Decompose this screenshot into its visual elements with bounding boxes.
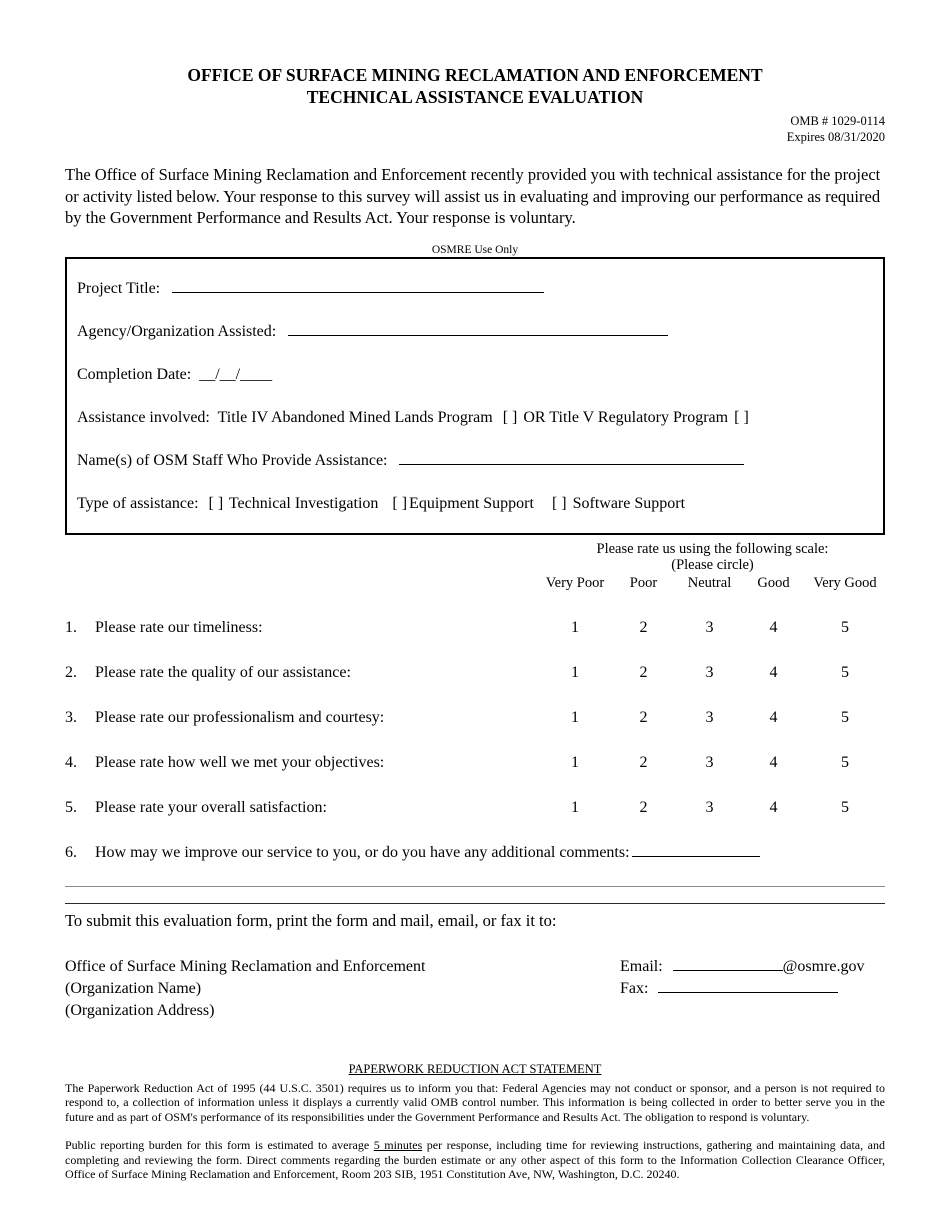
contact-email-fax	[620, 956, 885, 1022]
type-option-equipment-support: Equipment Support	[409, 494, 534, 512]
checkbox-technical-investigation[interactable]: [ ]	[208, 494, 224, 512]
form-title	[65, 64, 885, 108]
question-number: 2.	[65, 663, 77, 681]
rating-value[interactable]: 5	[841, 663, 849, 681]
completion-date-blank[interactable]: __/__/____	[199, 365, 273, 383]
form-title-line1: OFFICE OF SURFACE MINING RECLAMATION AND ENFORCEMENT	[187, 65, 763, 85]
question-label: Please rate the quality of our assistance:	[95, 663, 351, 681]
paperwork-paragraph-2	[65, 1138, 885, 1182]
rating-question-row	[65, 664, 885, 682]
osmre-use-only-label: OSMRE Use Only	[431, 243, 519, 256]
comments-line-1[interactable]	[65, 862, 885, 887]
paperwork-5-minutes: 5 minutes	[373, 1137, 423, 1152]
checkbox-software-support[interactable]: [ ]	[551, 494, 567, 512]
question-number: 1.	[65, 618, 77, 636]
completion-date-label: Completion Date:	[77, 365, 192, 383]
contact-org-name-placeholder: (Organization Name)	[65, 979, 202, 997]
agency-row	[77, 310, 873, 353]
rating-value[interactable]: 1	[571, 663, 579, 681]
omb-expires: Expires 08/31/2020	[786, 130, 885, 144]
rating-value[interactable]: 3	[705, 753, 714, 771]
staff-row	[77, 439, 873, 482]
fax-blank[interactable]	[658, 988, 838, 993]
question-number: 3.	[65, 708, 77, 726]
rating-value[interactable]: 2	[639, 798, 648, 816]
staff-blank[interactable]	[399, 460, 744, 465]
question-label: Please rate your overall satisfaction:	[95, 798, 327, 816]
email-suffix: @osmre.gov	[782, 957, 865, 975]
question-label: Please rate our professionalism and courtesy:	[95, 708, 385, 726]
rating-value[interactable]: 5	[841, 798, 849, 816]
rating-scale-instruction: Please rate us using the following scale:	[596, 540, 829, 557]
rating-value[interactable]: 2	[639, 618, 648, 636]
email-blank[interactable]	[673, 966, 783, 971]
email-label: Email:	[620, 957, 663, 975]
paperwork-paragraph-1: The Paperwork Reduction Act of 1995 (44 U.S.C. 3501) requires us to inform you that: Federal Agencies may not conduct or sponsor, and a person is not required to respond to, a collection of information unless it displays a currently valid OMB control number. This information is being collected in order to better serve you in the future and as part of OSM's performance of its responsibilities under the Government Performance and Results Act. The obligation to respond is voluntary.	[65, 1080, 885, 1125]
form-title-line2: TECHNICAL ASSISTANCE EVALUATION	[306, 87, 644, 107]
project-title-label: Project Title:	[77, 279, 161, 297]
email-row	[620, 956, 885, 978]
rating-header-very-poor: Very Poor	[545, 574, 605, 591]
rating-question-row	[65, 799, 885, 817]
rating-value[interactable]: 4	[769, 753, 778, 771]
question-number: 4.	[65, 753, 77, 771]
rating-header-very-good: Very Good	[813, 574, 877, 591]
fax-label: Fax:	[620, 979, 649, 997]
assistance-involved-row	[77, 396, 873, 439]
osmre-box	[65, 257, 885, 535]
intro-paragraph: The Office of Surface Mining Reclamation and Enforcement recently provided you with technical assistance for the project or activity listed below. Your response to this survey will assist us in evaluating and improving our performance as required by the Government Performance and Results Act. Your response is voluntary.	[65, 165, 881, 227]
rating-question-row	[65, 709, 885, 727]
contact-org-name: Office of Surface Mining Reclamation and Enforcement	[65, 957, 426, 975]
question-6-row	[65, 844, 885, 862]
rating-value[interactable]: 5	[841, 708, 849, 726]
agency-blank[interactable]	[288, 331, 668, 336]
question-text	[65, 664, 540, 682]
contact-org-address-placeholder: (Organization Address)	[65, 1001, 215, 1019]
paperwork-reduction-section	[65, 1062, 885, 1183]
rating-value[interactable]: 1	[571, 798, 579, 816]
checkbox-equipment-support[interactable]: [ ]	[392, 494, 408, 512]
question-text	[65, 619, 540, 637]
assistance-option-title-iv: Title IV Abandoned Mined Lands Program	[217, 408, 493, 426]
rating-value[interactable]: 4	[769, 618, 778, 636]
type-of-assistance-row	[77, 482, 873, 525]
assistance-option-title-v: OR Title V Regulatory Program	[523, 408, 729, 426]
rating-value[interactable]: 4	[769, 798, 778, 816]
assistance-involved-label: Assistance involved:	[77, 408, 210, 426]
project-title-blank[interactable]	[172, 288, 544, 293]
rating-value[interactable]: 2	[639, 753, 648, 771]
contact-address	[65, 956, 620, 1022]
rating-value[interactable]: 2	[639, 708, 648, 726]
type-option-software-support: Software Support	[572, 494, 686, 512]
type-option-technical-investigation: Technical Investigation	[228, 494, 379, 512]
rating-value[interactable]: 2	[639, 663, 648, 681]
rating-circle-note: (Please circle)	[671, 557, 754, 573]
paperwork-paragraph-2-after: per response, including time for reviewing instructions, gathering and maintaining data, and completing and reviewing the form. Direct comments regarding the burden estimate or any other aspect of this form to the Information Collection Clearance Officer, Office of Surface Mining Reclamation and Enforcement, Room 203 SIB, 1951 Constitution Ave, NW, Washington, D.C. 20240.	[65, 1137, 885, 1182]
rating-value[interactable]: 1	[571, 708, 579, 726]
rating-value[interactable]: 3	[705, 663, 714, 681]
rating-value[interactable]: 4	[769, 663, 778, 681]
omb-number: OMB # 1029-0114	[790, 114, 885, 128]
submit-instruction: To submit this evaluation form, print the form and mail, email, or fax it to:	[65, 910, 557, 930]
contact-block	[65, 956, 885, 1022]
paperwork-reduction-title: PAPERWORK REDUCTION ACT STATEMENT	[348, 1061, 602, 1076]
comments-line-2[interactable]	[65, 887, 885, 904]
rating-question-row	[65, 754, 885, 772]
question-number: 6.	[65, 843, 77, 861]
rating-header-neutral: Neutral	[687, 574, 732, 591]
rating-value[interactable]: 3	[705, 618, 714, 636]
rating-question-row	[65, 619, 885, 637]
rating-value[interactable]: 3	[705, 708, 714, 726]
paperwork-paragraph-2-before: Public reporting burden for this form is estimated to average	[65, 1137, 374, 1152]
question-text	[65, 709, 540, 727]
staff-label: Name(s) of OSM Staff Who Provide Assistance:	[77, 451, 388, 469]
fax-row	[620, 978, 885, 1000]
rating-scale-header	[540, 541, 885, 574]
rating-value[interactable]: 4	[769, 708, 778, 726]
rating-header-good: Good	[757, 574, 790, 591]
agency-label: Agency/Organization Assisted:	[77, 322, 277, 340]
rating-value[interactable]: 3	[705, 798, 714, 816]
type-label: Type of assistance:	[77, 494, 199, 512]
checkbox-title-v[interactable]: [ ]	[734, 408, 749, 426]
rating-header-poor: Poor	[629, 574, 658, 591]
project-title-row	[77, 267, 873, 310]
question-label: Please rate how well we met your objectives:	[95, 753, 385, 771]
question-number: 5.	[65, 798, 77, 816]
comments-blank[interactable]	[632, 852, 760, 857]
rating-value[interactable]: 1	[571, 753, 579, 771]
question-label: Please rate our timeliness:	[95, 618, 263, 636]
question-text	[65, 799, 540, 817]
question-text	[65, 754, 540, 772]
question-label: How may we improve our service to you, or do you have any additional comments:	[95, 843, 630, 861]
rating-column-headers	[65, 575, 885, 592]
rating-value[interactable]: 5	[841, 753, 849, 771]
completion-date-row	[77, 353, 873, 396]
checkbox-title-iv[interactable]: [ ]	[502, 408, 518, 426]
rating-value[interactable]: 5	[841, 618, 849, 636]
omb-block	[65, 113, 885, 145]
rating-value[interactable]: 1	[571, 618, 579, 636]
